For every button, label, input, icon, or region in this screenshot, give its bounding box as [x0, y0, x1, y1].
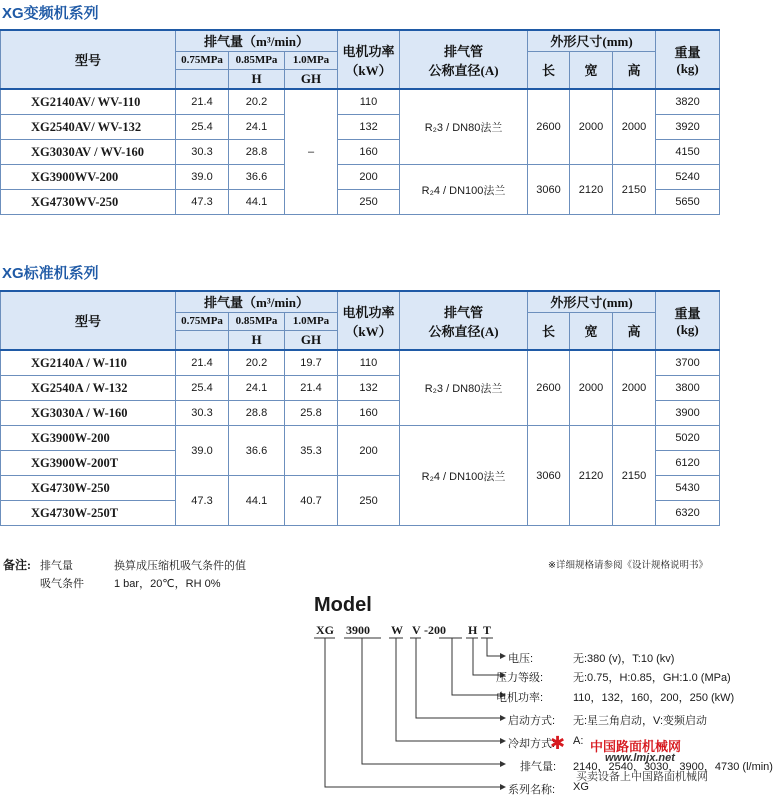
header-p1: 0.75MPa: [176, 312, 229, 330]
code-label-power: 电机功率:: [496, 692, 544, 704]
cell-dim: 3060: [528, 165, 570, 215]
header-dims: 外形尺寸(mm): [528, 30, 656, 51]
cell-dim: 2000: [570, 89, 613, 165]
header-hei: 高: [613, 312, 656, 350]
table-row-model: XG4730WV-250: [1, 190, 176, 215]
cell-dim: 2000: [613, 350, 656, 426]
cell-value: 3820: [656, 89, 720, 115]
header-len: 长: [528, 51, 570, 89]
cell-value: 6320: [656, 501, 720, 526]
cell-value: 3700: [656, 350, 720, 376]
header-air: 排气量（m³/min）: [176, 30, 338, 51]
cell-value: 39.0: [176, 165, 229, 190]
cell-value: 160: [338, 140, 400, 165]
cell-pipe-a: R₂3 / DN80法兰: [400, 89, 528, 165]
code-part-pressure: H: [468, 623, 478, 637]
cell-dim: 2150: [613, 426, 656, 526]
header-pipe: 排气管 公称直径(A): [400, 291, 528, 350]
cell-value: 40.7: [285, 476, 338, 526]
cell-value: 5240: [656, 165, 720, 190]
header-p3sub: GH: [285, 330, 338, 350]
watermark-logo-icon: ✱: [550, 733, 566, 753]
cell-value: 200: [338, 426, 400, 476]
cell-value: 3920: [656, 115, 720, 140]
code-value-capacity: 2140，2540，3030，3900，4730 (l/min): [573, 761, 773, 773]
header-len: 长: [528, 312, 570, 350]
table-row-model: XG3900WV-200: [1, 165, 176, 190]
header-p2: 0.85MPa: [229, 312, 285, 330]
header-wid: 宽: [570, 51, 613, 89]
table-row-model: XG3030AV / WV-160: [1, 140, 176, 165]
cell-value: 39.0: [176, 426, 229, 476]
cell-value: 110: [338, 89, 400, 115]
cell-pipe-a: R₂3 / DN80法兰: [400, 350, 528, 426]
cell-value: 44.1: [229, 476, 285, 526]
cell-dim: 2600: [528, 89, 570, 165]
cell-value: 30.3: [176, 401, 229, 426]
notes-label: 备注:: [3, 558, 31, 572]
code-part-start: V: [412, 623, 421, 637]
table-row-model: XG2140A / W-110: [1, 350, 176, 376]
header-p3sub: GH: [285, 69, 338, 89]
cell-value: 20.2: [229, 89, 285, 115]
cell-value: 35.3: [285, 426, 338, 476]
header-p3: 1.0MPa: [285, 312, 338, 330]
cell-value: 250: [338, 190, 400, 215]
cell-value: 25.4: [176, 115, 229, 140]
notes-key-1: 排气量: [40, 560, 73, 572]
watermark-caption: 买卖设备上中国路面机械网: [576, 771, 708, 783]
header-hei: 高: [613, 51, 656, 89]
notes-value-2: 1 bar，20℃，RH 0%: [114, 578, 221, 590]
cell-value: 3900: [656, 401, 720, 426]
notes-key-2: 吸气条件: [40, 578, 84, 590]
cell-value: 19.7: [285, 350, 338, 376]
cell-gh-dash: –: [285, 89, 338, 215]
cell-value: 5430: [656, 476, 720, 501]
header-model: 型号: [1, 30, 176, 89]
cell-value: 20.2: [229, 350, 285, 376]
code-label-start: 启动方式:: [508, 715, 556, 727]
table-row-model: XG3900W-200: [1, 426, 176, 451]
notes-value-1: 换算成压缩机吸气条件的值: [114, 560, 246, 572]
cell-value: 160: [338, 401, 400, 426]
cell-value: 5650: [656, 190, 720, 215]
cell-dim: 2000: [570, 350, 613, 426]
cell-dim: 2150: [613, 165, 656, 215]
header-weight: 重量 (kg): [656, 30, 720, 89]
notes-ref: ※详细规格请参阅《设计规格说明书》: [548, 560, 708, 571]
code-part-voltage: T: [483, 623, 492, 637]
header-p1: 0.75MPa: [176, 51, 229, 69]
cell-value: 47.3: [176, 476, 229, 526]
code-label-pressure: 压力等级:: [496, 672, 544, 684]
cell-value: 24.1: [229, 376, 285, 401]
code-label-cooling: 冷却方式:: [508, 738, 556, 750]
watermark-brand: 中国路面机械网: [590, 739, 682, 754]
cell-value: 21.4: [176, 89, 229, 115]
header-p2sub: H: [229, 330, 285, 350]
cell-dim: 3060: [528, 426, 570, 526]
table-row-model: XG2540A / W-132: [1, 376, 176, 401]
header-weight: 重量 (kg): [656, 291, 720, 350]
code-label-capacity: 排气量:: [520, 761, 557, 773]
cell-value: 28.8: [229, 401, 285, 426]
code-value-voltage: 无:380 (v)，T:10 (kv): [573, 653, 675, 665]
model-title: Model: [314, 594, 372, 616]
table-row-model: XG3900W-200T: [1, 451, 176, 476]
cell-value: 25.8: [285, 401, 338, 426]
code-label-series: 系列名称:: [508, 784, 556, 796]
cell-value: 132: [338, 115, 400, 140]
cell-value: 6120: [656, 451, 720, 476]
cell-dim: 2600: [528, 350, 570, 426]
table-row-model: XG3030A / W-160: [1, 401, 176, 426]
header-air: 排气量（m³/min）: [176, 291, 338, 312]
code-value-series: XG: [573, 781, 589, 793]
cell-value: 5020: [656, 426, 720, 451]
header-pipe: 排气管 公称直径(A): [400, 30, 528, 89]
cell-value: 25.4: [176, 376, 229, 401]
cell-value: 21.4: [285, 376, 338, 401]
cell-pipe-b: R₂4 / DN100法兰: [400, 426, 528, 526]
cell-dim: 2000: [613, 89, 656, 165]
cell-value: 36.6: [229, 165, 285, 190]
code-part-cooling: W: [391, 623, 403, 637]
cell-value: 30.3: [176, 140, 229, 165]
code-value-cooling: A:: [573, 735, 584, 747]
cell-value: 24.1: [229, 115, 285, 140]
header-power: 电机功率 （kW）: [338, 30, 400, 89]
cell-value: 200: [338, 165, 400, 190]
table-row-model: XG4730W-250: [1, 476, 176, 501]
cell-value: 44.1: [229, 190, 285, 215]
cell-value: 110: [338, 350, 400, 376]
header-dims: 外形尺寸(mm): [528, 291, 656, 312]
cell-pipe-b: R₂4 / DN100法兰: [400, 165, 528, 215]
code-part-capacity: 3900: [346, 623, 370, 637]
cell-dim: 2120: [570, 426, 613, 526]
code-value-pressure: 无:0.75，H:0.85，GH:1.0 (MPa): [573, 672, 731, 684]
header-model: 型号: [1, 291, 176, 350]
section-title-std: XG标准机系列: [2, 265, 99, 282]
cell-value: 47.3: [176, 190, 229, 215]
code-value-start: 无:星三角启动，V:变频启动: [573, 715, 708, 727]
cell-value: 132: [338, 376, 400, 401]
code-value-power: 110，132，160，200，250 (kW): [573, 692, 735, 704]
cell-value: 4150: [656, 140, 720, 165]
header-power: 电机功率 （kW）: [338, 291, 400, 350]
table-row-model: XG2140AV/ WV-110: [1, 89, 176, 115]
cell-value: 36.6: [229, 426, 285, 476]
section-title-vf: XG变频机系列: [2, 5, 99, 22]
cell-value: 28.8: [229, 140, 285, 165]
table-row-model: XG2540AV/ WV-132: [1, 115, 176, 140]
code-part-xg: XG: [316, 623, 334, 637]
header-p2sub: H: [229, 69, 285, 89]
cell-value: 21.4: [176, 350, 229, 376]
cell-value: 250: [338, 476, 400, 526]
header-p2: 0.85MPa: [229, 51, 285, 69]
code-part-power: -200: [424, 623, 446, 637]
header-wid: 宽: [570, 312, 613, 350]
cell-value: 3800: [656, 376, 720, 401]
cell-dim: 2120: [570, 165, 613, 215]
table-row-model: XG4730W-250T: [1, 501, 176, 526]
code-label-voltage: 电压:: [508, 653, 534, 665]
header-p3: 1.0MPa: [285, 51, 338, 69]
watermark-url: www.lmjx.net: [605, 752, 675, 764]
